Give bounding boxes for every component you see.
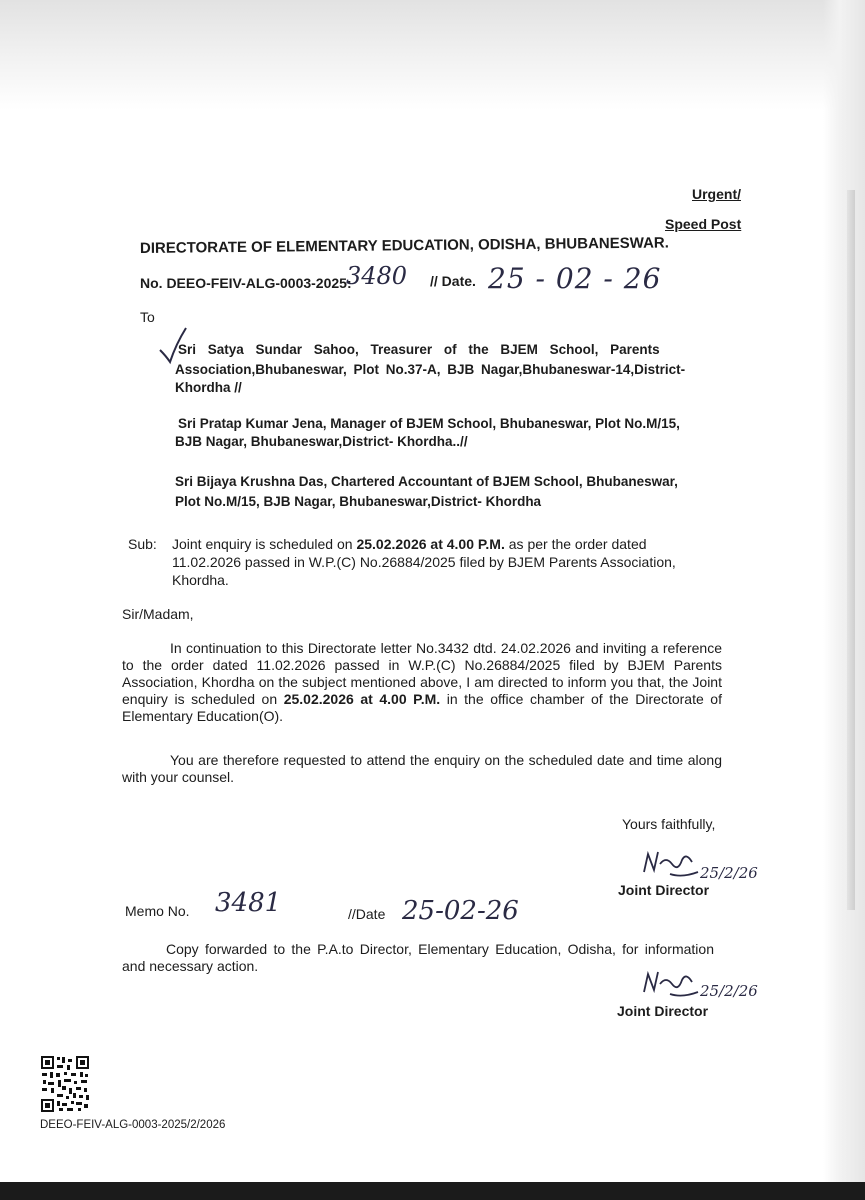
office-title: DIRECTORATE OF ELEMENTARY EDUCATION, ODISHA, BHUBANESWAR. (139, 234, 669, 257)
subject-date-time: 25.02.2026 at 4.00 P.M. (356, 536, 505, 552)
addressee-3-line-2: Plot No.M/15, BJB Nagar, Bhubaneswar,District- Khordha (175, 494, 542, 509)
footer-reference: DEEO-FEIV-ALG-0003-2025/2/2026 (40, 1119, 226, 1131)
signature-icon (640, 846, 702, 880)
screen-bottom-bar (0, 1182, 865, 1200)
addressee-1-line-3: Khordha // (175, 380, 242, 395)
qr-code-icon (40, 1055, 90, 1113)
body-text: In continuation to this Directorate letter No.3432 dtd. 24.02.2026 and inviting a reference to the order dated 11.02.2026 passed in W.P.(C) No.26884/2025 filed by BJEM Parents Association, Khordha on the subject mentioned above, I am directed to inform you that, the Joint enquiry is scheduled on (122, 640, 722, 707)
closing: Yours faithfully, (622, 816, 716, 832)
subject-line-1 (172, 536, 647, 552)
memo-signature-date-handwritten: 25/2/26 (700, 982, 758, 1000)
addressee-1-line-2: Association,Bhubaneswar, Plot No.37-A, BJB Nagar,Bhubaneswar-14,District- (175, 362, 686, 377)
memo-signature-designation: Joint Director (617, 1003, 709, 1019)
memo-number-handwritten: 3481 (215, 888, 282, 918)
subject-text: Joint enquiry is scheduled on (172, 536, 357, 552)
to-label: To (140, 309, 155, 325)
fold-shadow (847, 190, 855, 910)
signature-2-icon (640, 966, 702, 1000)
date-label: // Date. (430, 273, 476, 289)
letter-number-label: No. DEEO-FEIV-ALG-0003-2025: (140, 275, 352, 291)
salutation: Sir/Madam, (122, 606, 194, 622)
addressee-2-line-1: Sri Pratap Kumar Jena, Manager of BJEM School, Bhubaneswar, Plot No.M/15, (178, 416, 680, 431)
subject-label: Sub: (128, 536, 157, 552)
scan-shadow (0, 0, 865, 110)
body-paragraph-2: You are therefore requested to attend the enquiry on the scheduled date and time along with your counsel. (122, 752, 722, 785)
signature-designation: Joint Director (618, 882, 710, 898)
subject-line-2: 11.02.2026 passed in W.P.(C) No.26884/2025 filed by BJEM Parents Association, (172, 554, 676, 570)
urgent-mark: Urgent/ (692, 186, 741, 202)
memo-date-label: //Date (348, 906, 386, 922)
speed-post-mark: Speed Post (665, 216, 742, 232)
subject-line-3: Khordha. (172, 572, 229, 588)
subject-text-end: as per the order dated (504, 536, 647, 552)
memo-date-handwritten: 25-02-26 (402, 896, 519, 926)
addressee-3-line-1: Sri Bijaya Krushna Das, Chartered Accountant of BJEM School, Bhubaneswar, (175, 474, 678, 489)
body-date-time: 25.02.2026 at 4.00 P.M. (283, 691, 441, 707)
addressee-1-line-1: Sri Satya Sundar Sahoo, Treasurer of the BJEM School, Parents (178, 342, 660, 357)
addressee-2-line-2: BJB Nagar, Bhubaneswar,District- Khordha..// (175, 434, 468, 449)
paper-edge (823, 0, 865, 1200)
body-paragraph-1 (122, 640, 722, 725)
letter-number-handwritten: 3480 (346, 262, 408, 290)
body-text-end: in the office chamber of the Directorate of Elementary Education(O). (122, 691, 722, 724)
signature-date-handwritten: 25/2/26 (700, 864, 758, 882)
date-handwritten: 25 - 02 - 26 (488, 262, 662, 295)
memo-text: Copy forwarded to the P.A.to Director, Elementary Education, Odisha, for information and necessary action. (122, 941, 714, 974)
memo-label: Memo No. (125, 903, 190, 919)
